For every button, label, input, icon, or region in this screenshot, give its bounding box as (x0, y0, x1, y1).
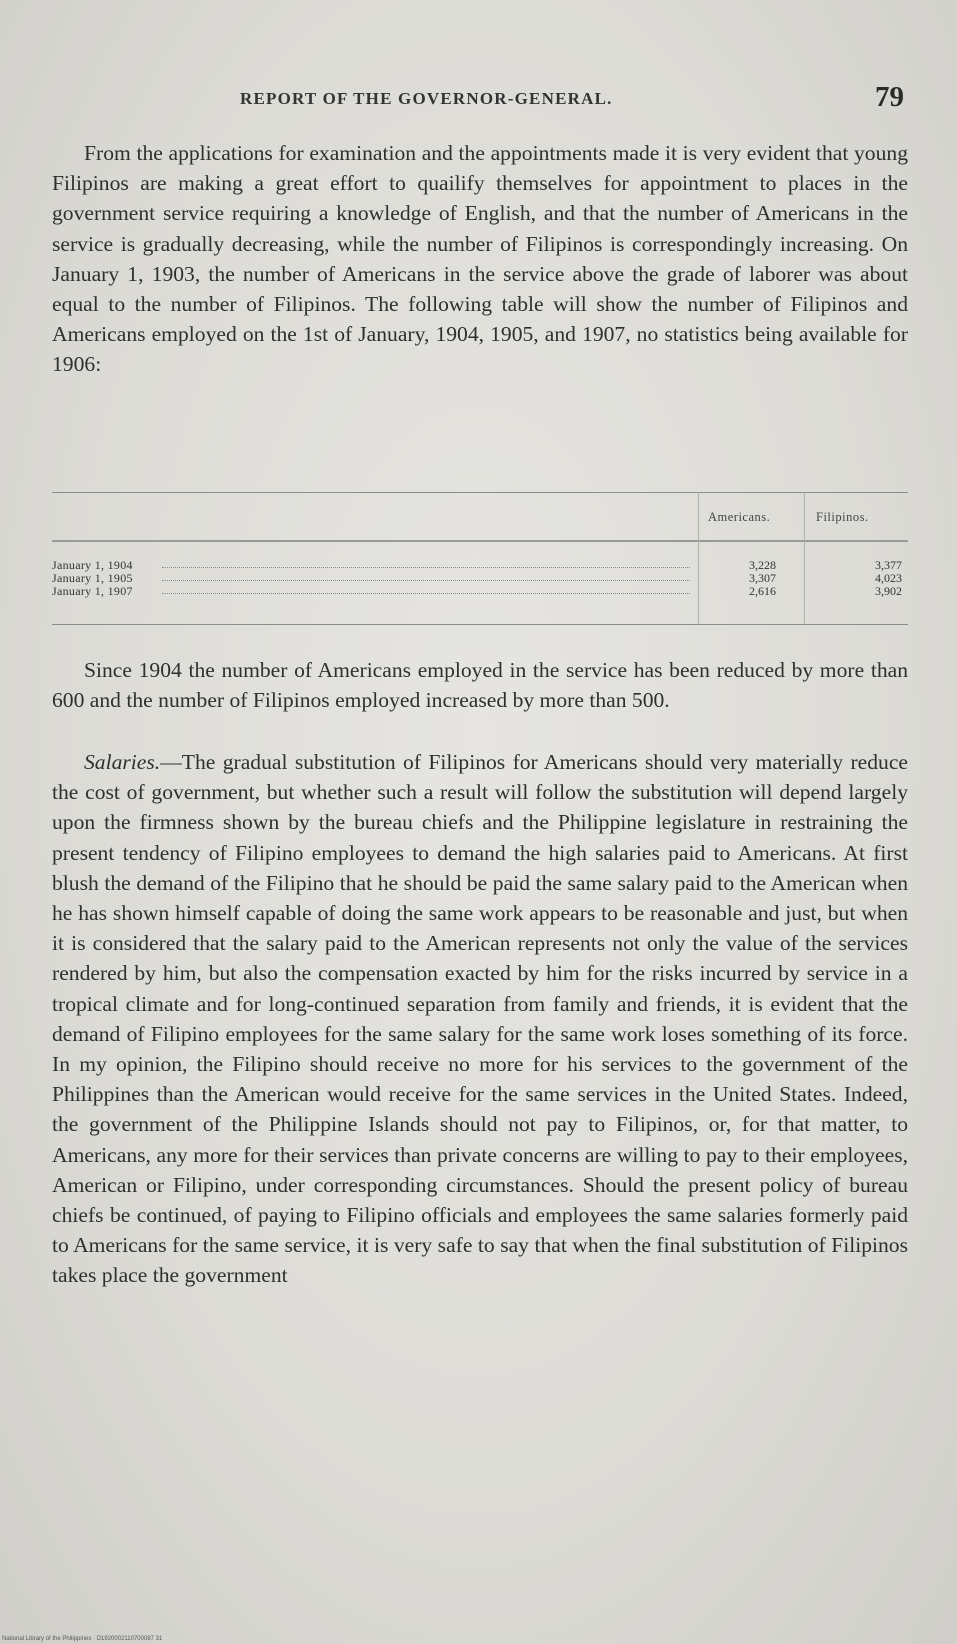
americans-cell: 2,616 (749, 584, 776, 598)
paragraph-applications: From the applications for examination and the appointments made it is very evident that young Filipinos are making a great effort to quailify themselves for appointment to places in the government service requiring a knowledge of English, and that the number of Americans in the service is gradually decreasing, while the number of Filipinos is correspondingly increasing. On January 1, 1903, the number of Americans in the service above the grade of laborer was about equal to the number of Filipinos. The following table will show the number of Filipinos and Americans employed on the 1st of January, 1904, 1905, and 1907, no statistics being available for 1906: (52, 141, 908, 377)
table-row (52, 571, 908, 585)
page-number: 79 (875, 81, 904, 113)
table-row (52, 584, 908, 598)
filipinos-cell: 4,023 (875, 571, 902, 585)
running-head: REPORT OF THE GOVERNOR-GENERAL. (240, 89, 613, 108)
filipinos-cell: 3,902 (875, 584, 902, 598)
leader-dots (162, 593, 690, 594)
row-label: January 1, 1907 (52, 584, 133, 598)
column-header-filipinos: Filipinos. (816, 510, 869, 524)
row-label: January 1, 1904 (52, 558, 133, 572)
row-label: January 1, 1905 (52, 571, 133, 585)
salaries-heading: Salaries. (84, 750, 161, 774)
page-header (240, 81, 912, 115)
paragraph-salaries (52, 747, 908, 1291)
paragraph-since-1904: Since 1904 the number of Americans employed in the service has been reduced by more than 600 and the number of Filipinos employed increased by more than 500. (52, 658, 908, 713)
americans-cell: 3,307 (749, 571, 776, 585)
filipinos-cell: 3,377 (875, 558, 902, 572)
americans-cell: 3,228 (749, 558, 776, 572)
table-header-rule (52, 540, 908, 542)
leader-dots (162, 567, 690, 568)
employment-table (52, 488, 908, 628)
table-top-rule (52, 492, 908, 493)
salaries-body: —The gradual substitution of Filipinos for Americans should very materially reduce the cost of government, but whether such a result will follow the substitution will depend largely upon the firmness shown by the bureau chiefs and the Philippine legislature in restraining the present tendency of Filipino employees to demand the high salaries paid to Americans. At first blush the demand of the Filipino that he should be paid the same salary paid to the American when he has shown himself capable of doing the same work appears to be reasonable and just, but when it is considered that the salary paid to the American represents not only the value of the services rendered by him, but also the compensation exacted by him for the risks incurred by service in a tropical climate and for long-continued separation from family and friends, it is evident that the demand of Filipino employees for the same salary for the same work loses something of its force. In my opinion, the Filipino should receive no more for his services to the government of the Philippines than the American would receive for the same services in the United States. Indeed, the government of the Philippine Islands should not pay to Filipinos, or, for that matter, to Americans, any more for their services than private concerns are willing to pay to their employees, American or Filipino, under corresponding circumstances. Should the present policy of bureau chiefs be continued, of paying to Filipino officials and employees the same salaries formerly paid to Americans for the same service, it is very safe to say that when the final substitution of Filipinos takes place the government (52, 750, 908, 1288)
library-footer: National Library of the Philippines · D1920002110700087 31 (2, 1636, 163, 1642)
table-row (52, 558, 908, 572)
table-bottom-rule (52, 624, 908, 625)
leader-dots (162, 580, 690, 581)
column-header-americans: Americans. (708, 510, 771, 524)
